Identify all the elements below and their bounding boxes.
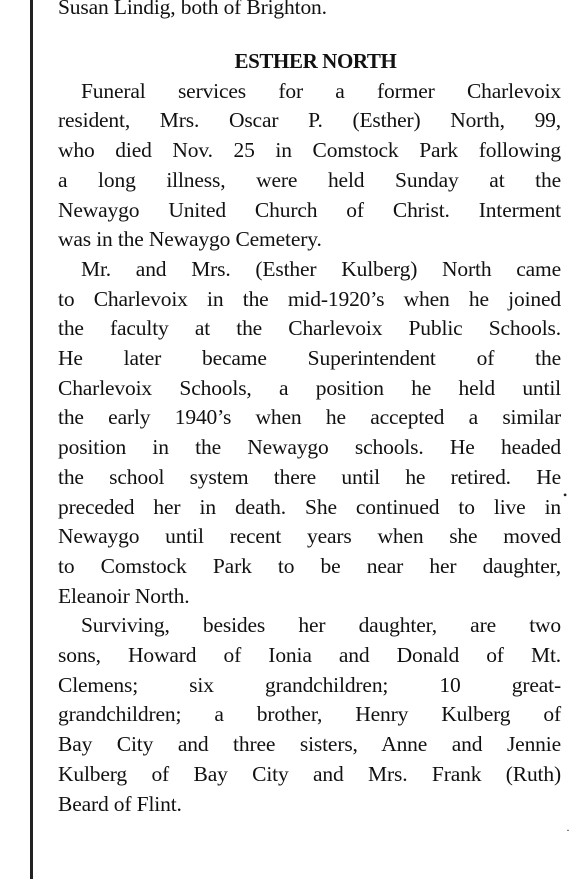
text-line: a long illness, were held Sunday at the <box>58 167 561 192</box>
text-line: to Charlevoix in the mid-1920’s when he joined <box>58 286 561 311</box>
text-line: who died Nov. 25 in Comstock Park following <box>58 138 561 163</box>
text-line: Funeral services for a former Charlevoix <box>81 78 561 103</box>
text-line: the faculty at the Charlevoix Public Schools. <box>58 316 561 341</box>
text-line: Newaygo until recent years when she moved <box>58 524 561 549</box>
text-line: sons, Howard of Ionia and Donald of Mt. <box>58 643 561 668</box>
text-line: Clemens; six grandchildren; 10 great- <box>58 672 561 697</box>
paragraph-biography <box>58 255 561 611</box>
text-line: to Comstock Park to be near her daughter, <box>58 553 561 578</box>
text-line: Newaygo United Church of Christ. Interment <box>58 197 561 222</box>
text-line: Mr. and Mrs. (Esther Kulberg) North came <box>81 256 561 281</box>
text-line: grandchildren; a brother, Henry Kulberg of <box>58 702 561 727</box>
paragraph-funeral <box>58 77 561 255</box>
text-line: Eleanoir North. <box>58 583 190 608</box>
obituary-headline: ESTHER NORTH <box>234 48 397 73</box>
text-line: the school system there until he retired. He <box>58 464 561 489</box>
text-line: Bay City and three sisters, Anne and Jennie <box>58 732 561 757</box>
text-line: position in the Newaygo schools. He headed <box>58 435 561 460</box>
text-line: Kulberg of Bay City and Mrs. Frank (Ruth) <box>58 761 561 786</box>
text-line: resident, Mrs. Oscar P. (Esther) North, 99, <box>58 108 561 133</box>
text-line: the early 1940’s when he accepted a similar <box>58 405 561 430</box>
text-line: Beard of Flint. <box>58 791 182 816</box>
ink-speck: • <box>563 488 568 502</box>
carryover-line: Susan Lindig, both of Brighton. <box>58 0 327 19</box>
text-line: preceded her in death. She continued to live in <box>58 494 561 519</box>
text-line: Surviving, besides her daughter, are two <box>81 613 561 638</box>
text-line: was in the Newaygo Cemetery. <box>58 227 322 252</box>
newspaper-column <box>58 0 561 819</box>
column-rule <box>30 0 33 879</box>
text-line: Charlevoix Schools, a position he held until <box>58 375 561 400</box>
paragraph-survivors <box>58 611 561 819</box>
ink-speck: · <box>566 823 570 837</box>
text-line: He later became Superintendent of the <box>58 346 561 371</box>
